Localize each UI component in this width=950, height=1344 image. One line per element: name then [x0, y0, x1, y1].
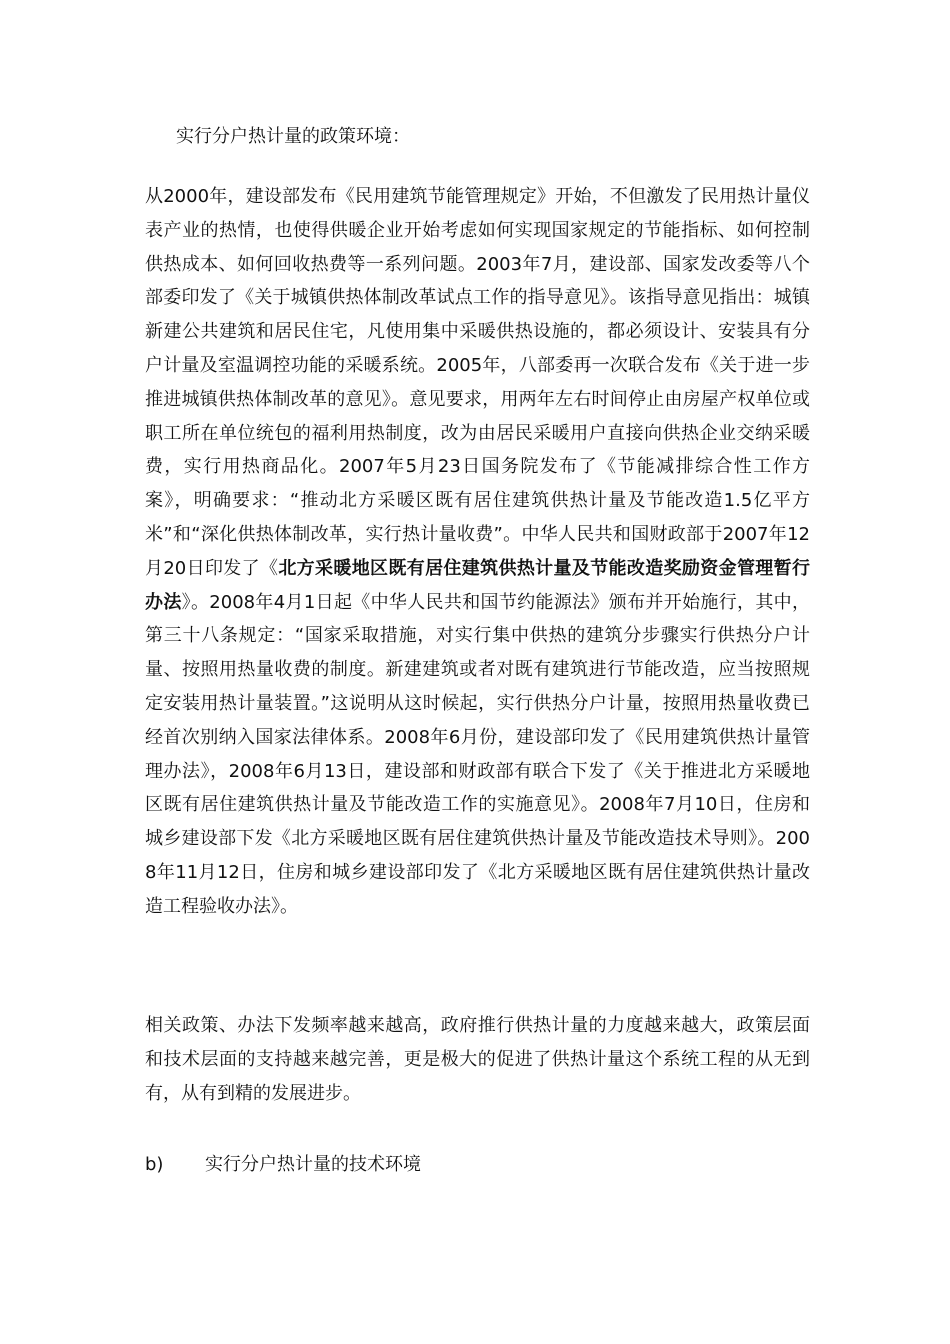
section-heading: 实行分户热计量的政策环境： [176, 126, 410, 147]
subsection-heading [145, 1152, 421, 1178]
bold-document-title: 北方采暖地区既有居住建筑供热计量及节能改造奖励资金管理暂行办法 [145, 557, 810, 613]
policy-text-start: 从2000年，建设部发布《民用建筑节能管理规定》开始，不但激发了民用热计量仪表产业的热情，也使得供暖企业开始考虑如何实现国家规定的节能指标、如何控制供热成本、如何回收热费等一系列问题。2003年7月，建设部、国家发改委等八个部委印发了《关于城镇供热体制改革试点工作的指导意见》。该指导意见指出：城镇新建公共建筑和居民住宅，凡使用集中采暖供热设施的，都必须设计、安装具有分户计量及室温调控功能的采暖系统。2005年，八部委再一次联合发布《关于进一步推进城镇供热体制改革的意见》。意见要求，用两年左右时间停止由房屋产权单位或职工所在单位统包的福利用热制度，改为由居民采暖用户直接向供热企业交纳采暖费，实行用热商品化。2007年5月23日国务院发布了《节能减排综合性工作方案》，明确要求：“推动北方采暖区既有居住建筑供热计量及节能改造1.5亿平方米”和“深化供热体制改革，实行热计量收费”。中华人民共和国财政部于2007年12月20日印发了《 [145, 186, 810, 579]
subsection-marker: b) [145, 1154, 164, 1175]
policy-text-end: 》。2008年4月1日起《中华人民共和国节约能源法》颁布并开始施行，其中，第三十八条规定：“国家采取措施，对实行集中供热的建筑分步骤实行供热分户计量、按照用热量收费的制度。新建建筑或者对既有建筑进行节能改造，应当按照规定安装用热计量装置。”这说明从这时候起，实行供热分户计量，按照用热量收费已经首次别纳入国家法律体系。2008年6月份，建设部印发了《民用建筑供热计量管理办法》，2008年6月13日，建设部和财政部有联合下发了《关于推进北方采暖地区既有居住建筑供热计量及节能改造工作的实施意见》。2008年7月10日，住房和城乡建设部下发《北方采暖地区既有居住建筑供热计量及节能改造技术导则》。2008年11月12日，住房和城乡建设部印发了《北方采暖地区既有居住建筑供热计量改造工程验收办法》。 [145, 591, 811, 917]
subsection-title: 实行分户热计量的技术环境 [205, 1154, 421, 1175]
summary-paragraph: 相关政策、办法下发频率越来越高，政府推行供热计量的力度越来越大，政策层面和技术层面的支持越来越完善，更是极大的促进了供热计量这个系统工程的从无到有，从有到精的发展进步。 [145, 1015, 810, 1104]
policy-paragraph [145, 180, 810, 924]
